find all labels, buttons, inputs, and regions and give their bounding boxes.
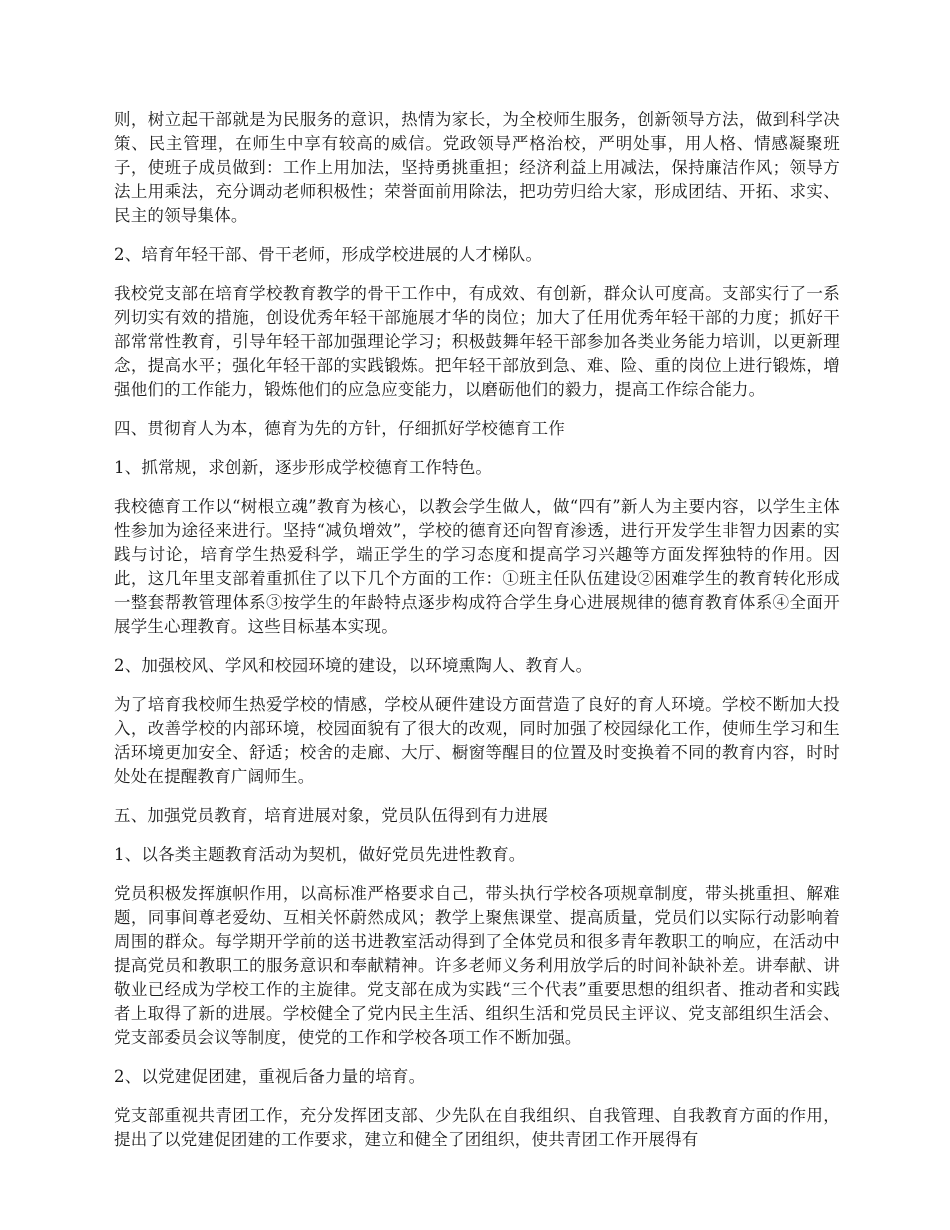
document-body: [114, 108, 840, 1167]
heading-league-building: 2、以党建促团建，重视后备力量的培育。: [114, 1067, 426, 1086]
heading-young-cadres: 2、培育年轻干部、骨干老师，形成学校进展的人才梯队。: [114, 245, 543, 264]
heading-routine-innovation: 1、抓常规，求创新，逐步形成学校德育工作特色。: [114, 458, 493, 477]
paragraph-school-environment: 为了培育我校师生热爱学校的情感，学校从硬件建设方面营造了良好的育人环境。学校不断加大投入，改善学校的内部环境，校园面貌有了很大的改观，同时加强了校园绿化工作，使师生学习和生活环境更加安全、舒适；校舍的走廊、大厅、橱窗等醒目的位置及时变换着不同的教育内容，时时处处在提醒教育广阔师生。: [114, 695, 840, 786]
heading-school-environment: 2、加强校风、学风和校园环境的建设，以环境熏陶人、教育人。: [114, 656, 593, 675]
section-heading-moral-education: 四、贯彻育人为本，德育为先的方针，仔细抓好学校德育工作: [114, 419, 565, 438]
paragraph-moral-education: 我校德育工作以“树根立魂”教育为核心，以教会学生做人，做“四有”新人为主要内容，以学生主体性参加为途径来进行。坚持“减负增效”，学校的德育还向智育渗透，进行开发学生非智力因素的实践与讨论，培育学生热爱科学，端正学生的学习态度和提高学习兴趣等方面发挥独特的作用。因此，这几年里支部着重抓住了以下几个方面的工作：①班主任队伍建设②困难学生的教育转化形成一整套帮教管理体系③按学生的年龄特点逐步构成符合学生身心进展规律的德育教育体系④全面开展学生心理教育。这些目标基本实现。: [114, 497, 840, 636]
paragraph-party-members: 党员积极发挥旗帜作用，以高标准严格要求自己，带头执行学校各项规章制度，带头挑重担、解难题，同事间尊老爱幼、互相关怀蔚然成风；教学上聚焦课堂、提高质量，党员们以实际行动影响着周围的群众。每学期开学前的送书进教室活动得到了全体党员和很多青年教职工的响应，在活动中提高党员和教职工的服务意识和奉献精神。许多老师义务利用放学后的时间补缺补差。讲奉献、讲敬业已经成为学校工作的主旋律。党支部在成为实践“三个代表”重要思想的组织者、推动者和实践者上取得了新的进展。学校健全了党内民主生活、组织生活和党员民主评议、党支部组织生活会、党支部委员会议等制度，使党的工作和学校各项工作不断加强。: [114, 884, 840, 1047]
section-heading-party-education: 五、加强党员教育，培育进展对象，党员队伍得到有力进展: [114, 806, 549, 825]
paragraph-leadership-continuation: 则，树立起干部就是为民服务的意识，热情为家长，为全校师生服务，创新领导方法，做到科学决策、民主管理，在师生中享有较高的威信。党政领导严格治校，严明处事，用人格、情感凝聚班子，使班子成员做到：工作上用加法，坚持勇挑重担；经济利益上用减法，保持廉洁作风；领导方法上用乘法，充分调动老师积极性；荣誉面前用除法，把功劳归给大家，形成团结、开拓、求实、民主的领导集体。: [114, 110, 840, 225]
heading-theme-activities: 1、以各类主题教育活动为契机，做好党员先进性教育。: [114, 845, 526, 864]
paragraph-young-cadres: 我校党支部在培育学校教育教学的骨干工作中，有成效、有创新，群众认可度高。支部实行了一系列切实有效的措施，创设优秀年轻干部施展才华的岗位；加大了任用优秀年轻干部的力度；抓好干部常常性教育，引导年轻干部加强理论学习；积极鼓舞年轻干部参加各类业务能力培训，以更新理念，提高水平；强化年轻干部的实践锻炼。把年轻干部放到急、难、险、重的岗位上进行锻炼，增强他们的工作能力，锻炼他们的应急应变能力，以磨砺他们的毅力，提高工作综合能力。: [114, 284, 840, 399]
paragraph-league-building: 党支部重视共青团工作，充分发挥团支部、少先队在自我组织、自我管理、自我教育方面的作用，提出了以党建促团建的工作要求，建立和健全了团组织，使共青团工作开展得有: [114, 1106, 840, 1149]
